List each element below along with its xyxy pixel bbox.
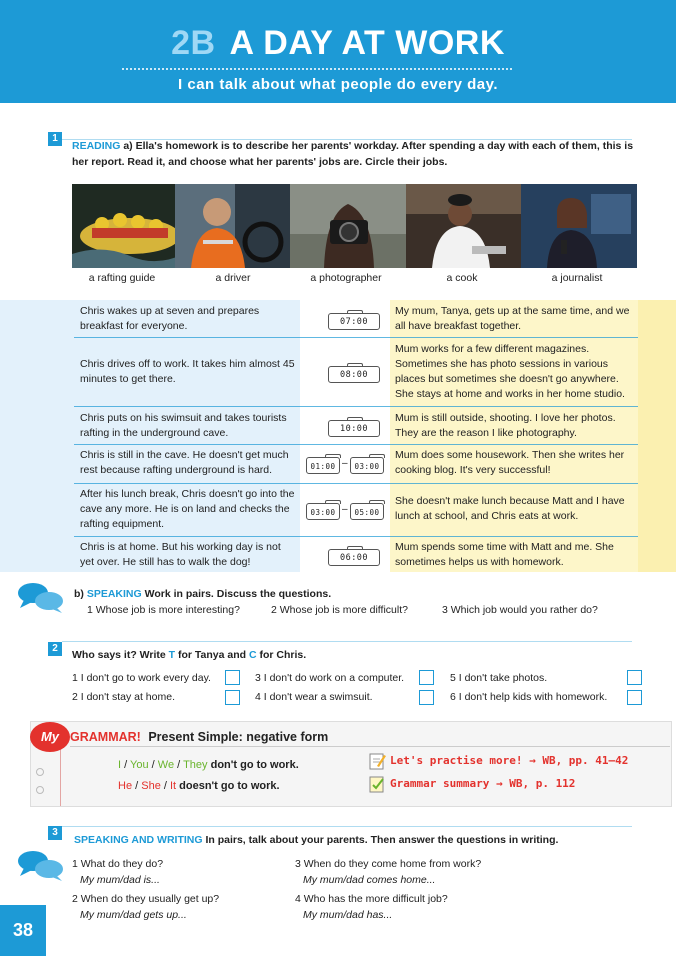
pronoun-part: We — [157, 759, 175, 771]
row-divider — [74, 536, 638, 537]
question-3: 3 Which job would you rather do? — [442, 604, 598, 616]
writing-question-3: 3 When do they come home from work? — [295, 858, 482, 870]
answer-box-6[interactable] — [627, 690, 642, 705]
answer-box-1[interactable] — [225, 670, 240, 685]
writing-question-1: 1 What do they do? — [72, 858, 164, 870]
tanya-text-4: Mum does some housework. Then she writes her cooking blog. It's very successful! — [395, 449, 625, 476]
pronoun-part: / — [160, 780, 170, 792]
exercise-2-number: 2 — [48, 642, 62, 656]
tanya-text-6: Mum spends some time with Matt and me. She sometimes helps us with homework. — [395, 541, 614, 568]
statement-2: 2 I don't stay at home. — [72, 691, 175, 703]
rafting-photo — [72, 184, 188, 268]
page-subtitle: I can talk about what people do every day. — [178, 76, 498, 93]
exercise-1-text-b: her report. Read it, and choose what her parents' jobs are. Circle their jobs. — [72, 156, 448, 168]
tanya-column-edge — [638, 300, 676, 572]
job-caption-5: a journalist — [551, 272, 603, 284]
photographer-photo — [290, 184, 406, 268]
pronoun-part: You — [130, 759, 149, 771]
exercise-1b-instructions — [74, 586, 634, 602]
answer-box-4[interactable] — [419, 690, 434, 705]
exercise-1-instructions — [72, 138, 637, 170]
answer-box-5[interactable] — [627, 670, 642, 685]
clock-2: 08:00 — [328, 366, 380, 383]
grammar-summary-link[interactable]: Grammar summary → WB, p. 112 — [390, 777, 576, 790]
page-title — [0, 24, 676, 63]
pronoun-part: It — [169, 780, 177, 792]
pronoun-part: She — [141, 780, 161, 792]
tanya-text-5: She doesn't make lunch because Matt and I have lunch at school, and Chris eats at work. — [395, 495, 625, 522]
singular-pronouns — [118, 780, 176, 792]
grammar-line-2 — [118, 778, 280, 794]
job-caption-2: a driver — [215, 272, 251, 284]
grammar-line-1-rest: don't go to work. — [207, 759, 299, 771]
unit-number: 2B — [171, 24, 216, 62]
speech-bubbles-icon — [16, 848, 66, 887]
speaking-writing-label: SPEAKING AND WRITING — [74, 834, 203, 846]
plural-pronouns — [118, 759, 208, 771]
time-dash: – — [342, 504, 348, 515]
ex2-text-post: for Chris. — [256, 649, 307, 661]
title-divider — [122, 68, 512, 70]
pronoun-part: I — [118, 759, 122, 771]
reading-label: READING — [72, 140, 121, 152]
answer-box-2[interactable] — [225, 690, 240, 705]
chris-text-4: Chris is still in the cave. He doesn't get much rest because rafting underground is hard. — [80, 449, 289, 476]
page-number: 38 — [0, 905, 46, 956]
grammar-heading — [70, 730, 328, 744]
grammar-divider — [70, 746, 670, 747]
exercise-1-text-a: a) Ella's homework is to describe her parents' workday. After spending a day with each of them, this is — [123, 140, 634, 152]
statement-5: 5 I don't take photos. — [450, 672, 548, 684]
question-2: 2 Whose job is more difficult? — [271, 604, 408, 616]
grammar-title: Present Simple: negative form — [148, 730, 329, 744]
exercise-2-instructions — [72, 647, 306, 663]
statement-4: 4 I don't wear a swimsuit. — [255, 691, 373, 703]
speech-bubbles-icon — [16, 580, 66, 619]
exercise-3-number: 3 — [48, 826, 62, 840]
driver-photo — [175, 184, 291, 268]
notebook-margin — [60, 746, 61, 806]
chris-text-1: Chris wakes up at seven and prepares breakfast for everyone. — [80, 305, 260, 332]
tanya-text-2: Mum works for a few different magazines. Sometimes she has photo sessions in various places but sometimes she doesn't go anywhere. She stays at home and works in her home studio. — [395, 343, 625, 400]
chris-text-6: Chris is at home. But his working day is not yet over. He still has to walk the dog! — [80, 541, 281, 568]
row-divider — [74, 337, 638, 338]
clock-5b: 05:00 — [350, 503, 384, 520]
grammar-line-2-rest: doesn't go to work. — [176, 780, 280, 792]
pronoun-part: He — [118, 780, 133, 792]
time-dash: – — [342, 458, 348, 469]
writing-prompt-1: My mum/dad is... — [80, 874, 160, 886]
unit-title: A DAY AT WORK — [229, 24, 505, 62]
chris-text-3: Chris puts on his swimsuit and takes tourists rafting in the underground cave. — [80, 412, 287, 439]
checklist-icon — [368, 775, 386, 798]
exercise-2-rule — [62, 641, 632, 642]
tanya-text-3: Mum is still outside, shooting. I love her photos. They are the reason I like photography. — [395, 412, 616, 439]
part-b-letter: b) — [74, 588, 84, 600]
notepad-icon — [368, 752, 386, 775]
pronoun-part: / — [132, 780, 142, 792]
row-divider — [74, 444, 638, 445]
pronoun-part: They — [183, 759, 208, 771]
job-caption-4: a cook — [446, 272, 478, 284]
statement-3: 3 I don't do work on a computer. — [255, 672, 405, 684]
pronoun-part: / — [174, 759, 184, 771]
chris-text-2: Chris drives off to work. It takes him almost 45 minutes to get there. — [80, 358, 295, 385]
writing-prompt-3: My mum/dad comes home... — [303, 874, 436, 886]
part-b-text: Work in pairs. Discuss the questions. — [144, 588, 332, 600]
pronoun-part: / — [148, 759, 158, 771]
journalist-photo — [521, 184, 637, 268]
writing-question-2: 2 When do they usually get up? — [72, 893, 220, 905]
row-divider — [74, 483, 638, 484]
exercise-3-instructions — [74, 832, 634, 848]
clock-6: 06:00 — [328, 549, 380, 566]
clock-3: 10:00 — [328, 420, 380, 437]
row-divider — [74, 406, 638, 407]
job-caption-3: a photographer — [310, 272, 382, 284]
writing-question-4: 4 Who has the more difficult job? — [295, 893, 448, 905]
practise-more-link[interactable]: Let's practise more! → WB, pp. 41–42 — [390, 754, 629, 767]
tanya-text-1: My mum, Tanya, gets up at the same time, and we all have breakfast together. — [395, 305, 630, 332]
ex2-text-pre: Who says it? Write — [72, 649, 169, 661]
notebook-hole — [36, 786, 44, 794]
writing-prompt-2: My mum/dad gets up... — [80, 909, 187, 921]
ex2-text-mid: for Tanya and — [175, 649, 249, 661]
exercise-1-number: 1 — [48, 132, 62, 146]
grammar-line-1 — [118, 757, 299, 773]
grammar-label: GRAMMAR! — [70, 730, 141, 744]
statement-6: 6 I don't help kids with homework. — [450, 691, 608, 703]
writing-prompt-4: My mum/dad has... — [303, 909, 393, 921]
speaking-label: SPEAKING — [86, 588, 142, 600]
letter-t: T — [168, 649, 176, 661]
exercise-3-rule — [62, 826, 632, 827]
exercise-3-text: In pairs, talk about your parents. Then answer the questions in writing. — [205, 834, 559, 846]
my-grammar-badge: My — [30, 722, 70, 752]
letter-c: C — [248, 649, 257, 661]
clock-5a: 03:00 — [306, 503, 340, 520]
notebook-hole — [36, 768, 44, 776]
question-1: 1 Whose job is more interesting? — [87, 604, 240, 616]
cook-photo — [406, 184, 522, 268]
clock-4a: 01:00 — [306, 457, 340, 474]
clock-1: 07:00 — [328, 313, 380, 330]
chris-text-5: After his lunch break, Chris doesn't go into the cave any more. He is on land and checks the rafting equipment. — [80, 488, 295, 530]
pronoun-part: / — [121, 759, 131, 771]
answer-box-3[interactable] — [419, 670, 434, 685]
clock-4b: 03:00 — [350, 457, 384, 474]
job-caption-1: a rafting guide — [88, 272, 156, 284]
statement-1: 1 I don't go to work every day. — [72, 672, 211, 684]
